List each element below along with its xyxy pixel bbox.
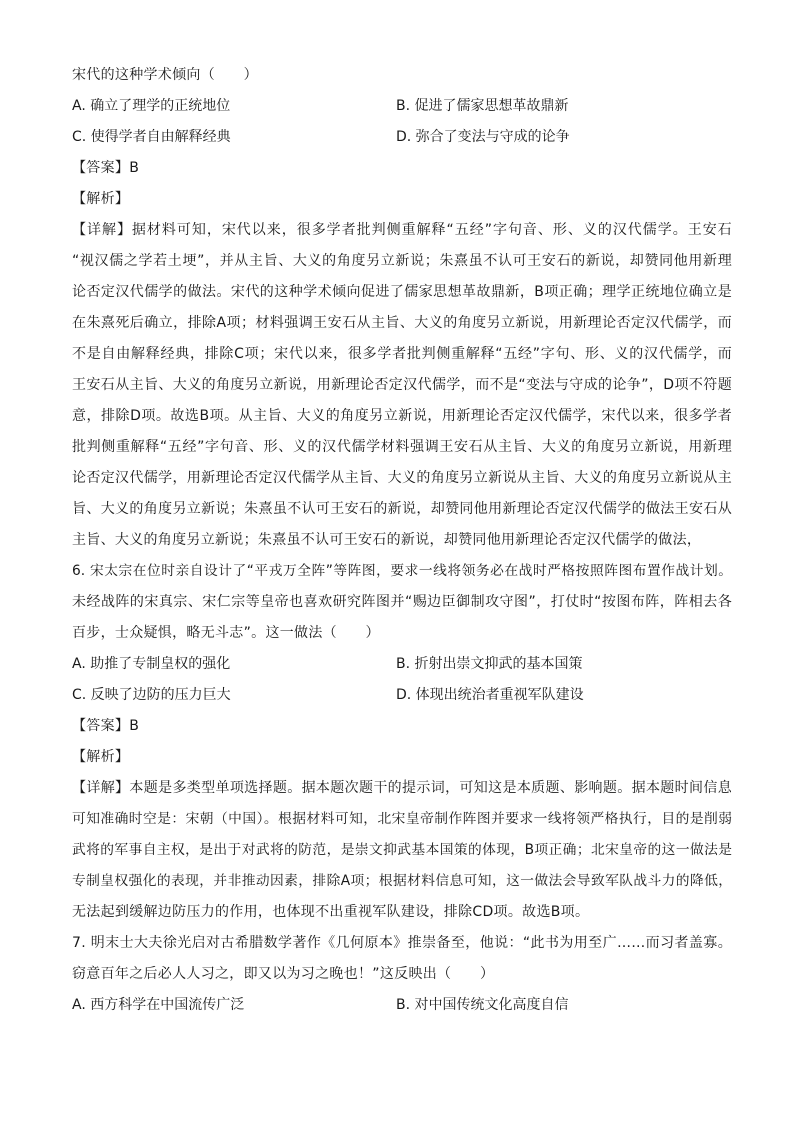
q7-stem-line: 7. 明末士大夫徐光启对古希腊数学著作《几何原本》推崇备至，他说：“此书为用至广……而习者盖寡。	[72, 935, 732, 951]
q6-detail	[72, 773, 732, 928]
q5-detail-line: 批判侧重解释“五经”字句音、形、义的汉代儒学材料强调王安石从主旨、大义的角度另立新说，用新理	[72, 439, 732, 455]
q5-detail-line: 【详解】据材料可知，宋代以来，很多学者批判侧重解释“五经”字句音、形、义的汉代儒学。王安石	[72, 222, 732, 238]
q5-option-d: D. 弥合了变法与守成的论争	[396, 129, 570, 145]
q5-detail-line: 论否定汉代儒学的做法。宋代的这种学术倾向促进了儒家思想革故鼎新，B项正确；理学正统地位确立是	[72, 284, 732, 300]
answer-tag: 【答案】	[72, 160, 130, 176]
q5-detail-line: 论否定汉代儒学，用新理论否定汉代儒学从主旨、大义的角度另立新说从主旨、大义的角度另立新说从主	[72, 470, 732, 486]
q5-answer	[72, 153, 732, 184]
q7-options-row-1	[72, 990, 732, 1021]
q6-detail-line: 可知准确时空是：宋朝（中国）。根据材料可知，北宋皇帝制作阵图并要求一线将领严格执行，目的是削弱	[72, 811, 732, 827]
q6-stem-line: 6. 宋太宗在位时亲自设计了“平戎万全阵”等阵图，要求一线将领务必在战时严格按照阵图布置作战计划。	[72, 563, 732, 579]
q5-stem-tail: 宋代的这种学术倾向（ ）	[72, 67, 258, 83]
q6-stem-line: 未经战阵的宋真宗、宋仁宗等皇帝也喜欢研究阵图并“赐边臣御制攻守图”，打仗时“按图布阵，阵相去各	[72, 594, 732, 610]
q5-detail-line: “视汉儒之学若土埂”，并从主旨、大义的角度另立新说；朱熹虽不认可王安石的新说，却赞同他用新理	[72, 253, 732, 269]
q6-option-c: C. 反映了边防的压力巨大	[72, 687, 231, 703]
q5-detail-line: 主旨、大义的角度另立新说；朱熹虽不认可王安石的新说，却赞同他用新理论否定汉代儒学的做法，	[72, 532, 702, 548]
q6-analysis-heading: 【解析】	[72, 749, 130, 765]
q5-detail-line: 在朱熹死后确立，排除A项；材料强调王安石从主旨、大义的角度另立新说，用新理论否定汉代儒学，而	[72, 315, 732, 331]
q6-option-d: D. 体现出统治者重视军队建设	[396, 687, 584, 703]
q6-stem-line: 百步，士众疑惧，略无斗志”。这一做法（ ）	[72, 625, 380, 641]
answer-tag: 【答案】	[72, 718, 130, 734]
q5-analysis-heading: 【解析】	[72, 191, 130, 207]
q6-option-b: B. 折射出崇文抑武的基本国策	[396, 656, 583, 672]
q5-detail-line: 旨、大义的角度另立新说；朱熹虽不认可王安石的新说，却赞同他用新理论否定汉代儒学的做法王安石从	[72, 501, 732, 517]
q5-option-b: B. 促进了儒家思想革故鼎新	[396, 98, 569, 114]
q6-stem	[72, 556, 732, 649]
q5-options-row-2	[72, 122, 732, 153]
q6-detail-line: 【详解】本题是多类型单项选择题。据本题次题干的提示词，可知这是本质题、影响题。据本题时间信息	[72, 780, 732, 796]
q5-detail	[72, 215, 732, 556]
q7-option-a: A. 西方科学在中国流传广泛	[72, 997, 245, 1013]
q6-detail-line: 专制皇权强化的表现，并非推动因素，排除A项；根据材料信息可知，这一做法会导致军队战斗力的降低，	[72, 873, 732, 889]
q6-option-a: A. 助推了专制皇权的强化	[72, 656, 231, 672]
q7-option-b: B. 对中国传统文化高度自信	[396, 997, 569, 1013]
answer-value: B	[129, 718, 140, 734]
answer-value: B	[129, 160, 140, 176]
q5-option-c: C. 使得学者自由解释经典	[72, 129, 231, 145]
q6-options-row-1	[72, 649, 732, 680]
q5-detail-line: 不是自由解释经典，排除C项；宋代以来，很多学者批判侧重解释“五经”字句、形、义的汉代儒学，而	[72, 346, 732, 362]
q5-option-a: A. 确立了理学的正统地位	[72, 98, 231, 114]
exam-page	[72, 60, 732, 1021]
q6-detail-line: 无法起到缓解边防压力的作用，也体现不出重视军队建设，排除CD项。故选B项。	[72, 904, 590, 920]
q5-detail-line: 意，排除D项。故选B项。从主旨、大义的角度另立新说，用新理论否定汉代儒学，宋代以来，很多学者	[72, 408, 732, 424]
q6-detail-line: 武将的军事自主权，是出于对武将的防范，是崇文抑武基本国策的体现，B项正确；北宋皇帝的这一做法是	[72, 842, 732, 858]
q5-options-row-1	[72, 91, 732, 122]
q6-options-row-2	[72, 680, 732, 711]
q5-detail-line: 王安石从主旨、大义的角度另立新说，用新理论否定汉代儒学，而不是“变法与守成的论争”，D项不符题	[72, 377, 732, 393]
q6-answer	[72, 711, 732, 742]
q7-stem	[72, 928, 732, 990]
q7-stem-line: 窃意百年之后必人人习之，即又以为习之晚也！”这反映出（ ）	[72, 966, 495, 982]
